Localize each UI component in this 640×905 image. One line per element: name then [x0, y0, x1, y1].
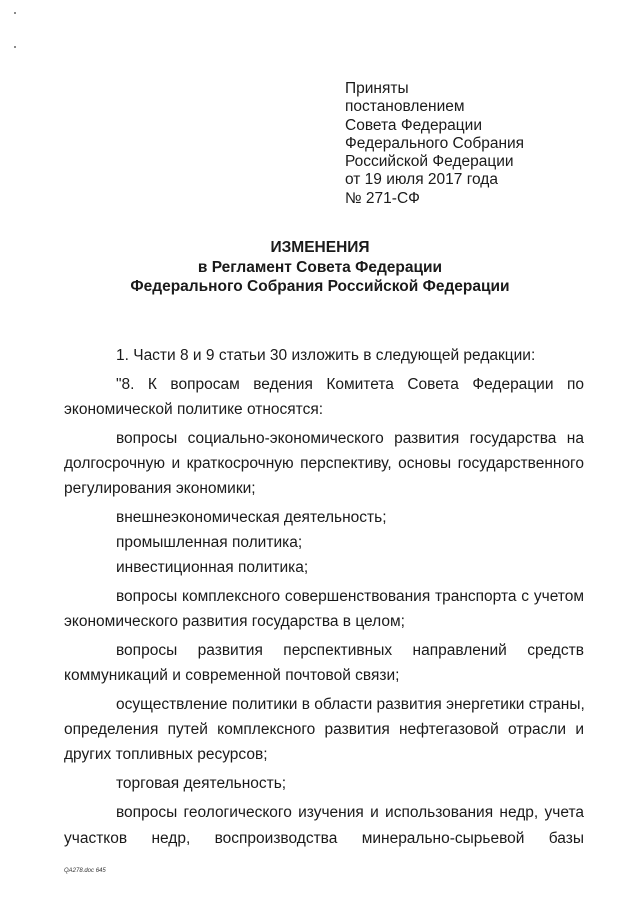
body-line: коммуникаций и современной почтовой связи; [64, 667, 400, 684]
approval-stamp [345, 80, 524, 208]
file-code: QA278.doc 645 [64, 868, 106, 874]
body-line: вопросы социально-экономического развития государства на [116, 430, 584, 447]
body-line: долгосрочную и краткосрочную перспективу, основы государственного [64, 455, 584, 472]
approval-line: постановлением [345, 98, 465, 116]
body-line: промышленная политика; [116, 534, 303, 551]
body-line: внешнеэкономическая деятельность; [116, 509, 387, 526]
body-line: инвестиционная политика; [116, 559, 309, 576]
scan-mark [14, 46, 16, 48]
approval-line: Федерального Собрания [345, 134, 525, 152]
body-line: осуществление политики в области развития энергетики страны, [116, 696, 585, 713]
approval-line: Приняты [345, 80, 409, 97]
body-line: вопросы развития перспективных направлений средств [116, 642, 584, 659]
body-line: регулирования экономики; [64, 480, 256, 497]
body-line: экономической политике относятся: [64, 401, 324, 418]
body-line: 1. Части 8 и 9 статьи 30 изложить в следующей редакции: [116, 347, 536, 364]
title-line: в Регламент Совета Федерации [197, 258, 443, 276]
approval-line: № 271-СФ [345, 189, 420, 207]
document-title [0, 238, 640, 297]
approval-line: Совета Федерации [345, 116, 482, 134]
body-line: вопросы комплексного совершенствования транспорта с учетом [116, 588, 584, 605]
scan-mark [14, 12, 16, 14]
approval-line: Российской Федерации [345, 153, 514, 171]
body-line: экономического развития государства в целом; [64, 613, 405, 630]
body-line: торговая деятельность; [116, 775, 287, 792]
title-line: Федерального Собрания Российской Федерации [130, 278, 510, 295]
body-line: других топливных ресурсов; [64, 746, 268, 763]
title-line: ИЗМЕНЕНИЯ [270, 239, 370, 256]
approval-line: от 19 июля 2017 года [345, 171, 498, 189]
body-line: "8. К вопросам ведения Комитета Совета Федерации по [116, 376, 584, 393]
body-line: вопросы геологического изучения и использования недр, учета [116, 804, 584, 821]
body-line: участков недр, воспроизводства минерально-сырьевой базы [64, 830, 584, 847]
body-line: определения путей комплексного развития нефтегазовой отрасли и [64, 721, 584, 738]
